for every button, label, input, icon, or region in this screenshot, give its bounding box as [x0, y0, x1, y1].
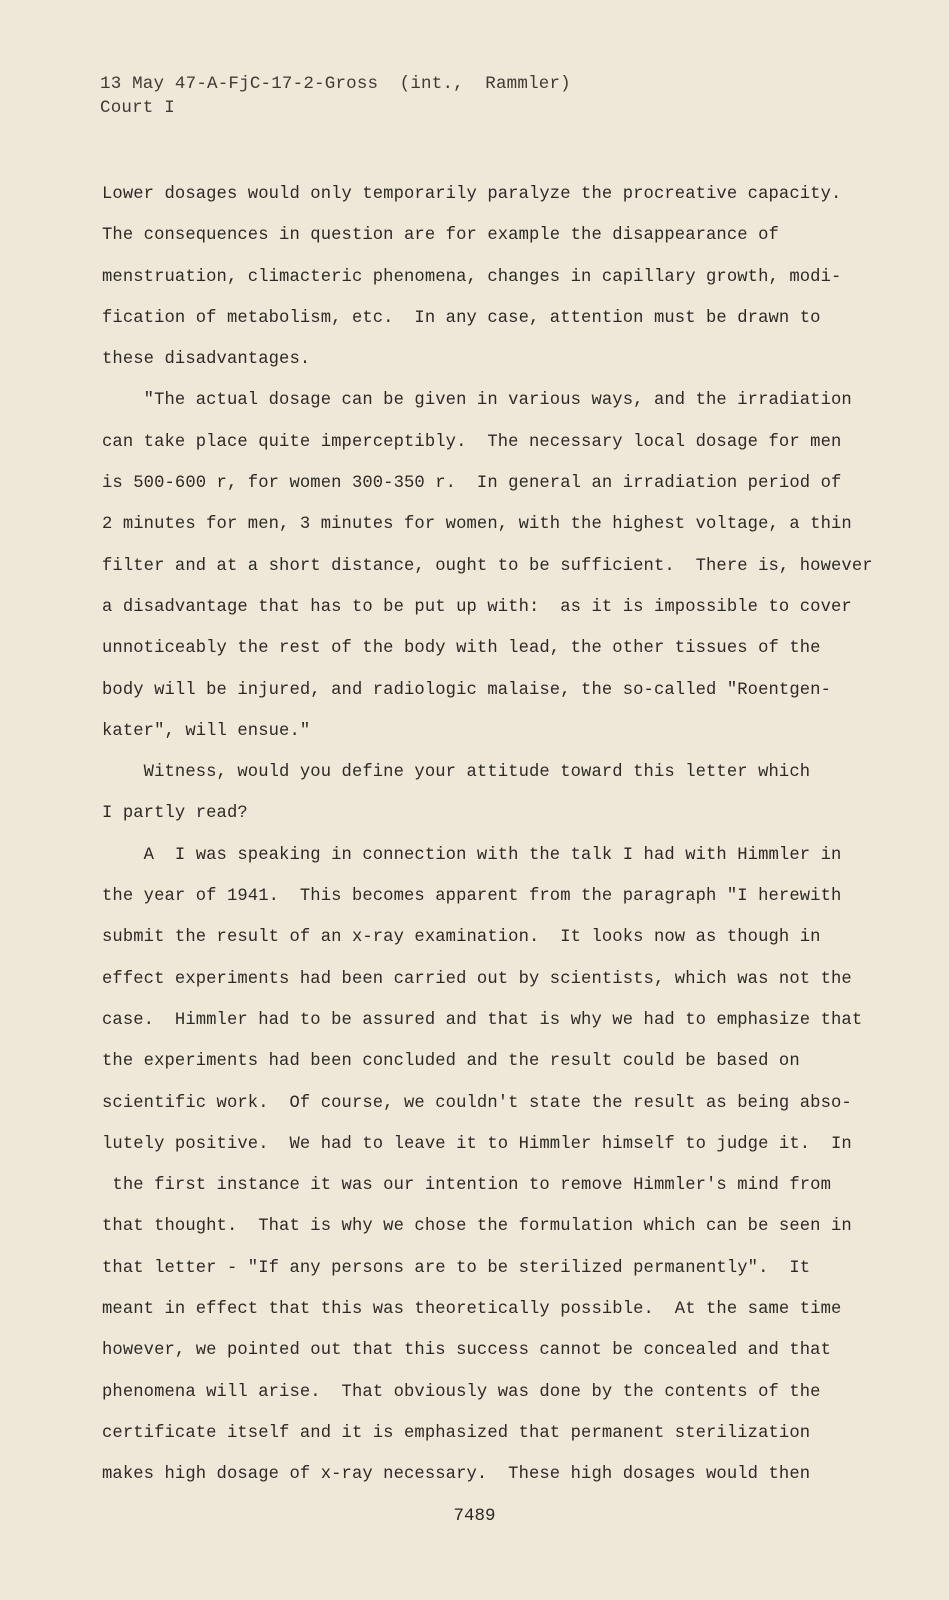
transcript-line: phenomena will arise. That obviously was done by the contents of the	[102, 1382, 821, 1402]
header-court-line: Court I	[100, 98, 175, 118]
transcript-line: is 500-600 r, for women 300-350 r. In general an irradiation period of	[102, 474, 842, 494]
transcript-line: unnoticeably the rest of the body with lead, the other tissues of the	[102, 639, 821, 659]
transcript-line: filter and at a short distance, ought to be sufficient. There is, however	[102, 556, 873, 576]
transcript-line: that thought. That is why we chose the formulation which can be seen in	[102, 1217, 852, 1237]
transcript-line: fication of metabolism, etc. In any case, attention must be drawn to	[102, 308, 821, 328]
transcript-line: 2 minutes for men, 3 minutes for women, with the highest voltage, a thin	[102, 515, 852, 535]
transcript-line: the year of 1941. This becomes apparent from the paragraph "I herewith	[102, 887, 842, 907]
transcript-line: the experiments had been concluded and the result could be based on	[102, 1052, 800, 1072]
transcript-body	[102, 174, 873, 1496]
transcript-line: body will be injured, and radiologic malaise, the so-called "Roentgen-	[102, 680, 831, 700]
transcript-line: lutely positive. We had to leave it to Himmler himself to judge it. In	[102, 1134, 852, 1154]
transcript-line: Lower dosages would only temporarily paralyze the procreative capacity.	[102, 185, 842, 204]
header-case-line: 13 May 47-A-FjC-17-2-Gross (int., Rammler)	[100, 74, 571, 94]
transcript-line: menstruation, climacteric phenomena, changes in capillary growth, modi-	[102, 267, 842, 287]
transcript-line: makes high dosage of x-ray necessary. These high dosages would then	[102, 1465, 811, 1485]
transcript-line: a disadvantage that has to be put up with: as it is impossible to cover	[102, 597, 852, 617]
transcript-line: these disadvantages.	[102, 350, 311, 370]
transcript-line: submit the result of an x-ray examination. It looks now as though in	[102, 928, 821, 948]
transcript-line: scientific work. Of course, we couldn't state the result as being abso-	[102, 1093, 852, 1113]
page-header	[100, 72, 571, 120]
transcript-line: that letter - "If any persons are to be sterilized permanently". It	[102, 1258, 811, 1278]
page-number: 7489	[453, 1506, 496, 1526]
transcript-line: meant in effect that this was theoretically possible. At the same time	[102, 1300, 842, 1320]
transcript-line: can take place quite imperceptibly. The necessary local dosage for men	[102, 432, 842, 452]
transcript-line: A I was speaking in connection with the talk I had with Himmler in	[102, 845, 842, 865]
transcript-line: effect experiments had been carried out by scientists, which was not the	[102, 969, 852, 989]
transcript-line: The consequences in question are for example the disappearance of	[102, 226, 779, 246]
transcript-line: kater", will ensue."	[102, 721, 311, 741]
transcript-line: Witness, would you define your attitude toward this letter which	[102, 763, 811, 783]
transcript-line: however, we pointed out that this success cannot be concealed and that	[102, 1341, 831, 1361]
transcript-line: "The actual dosage can be given in various ways, and the irradiation	[102, 391, 852, 411]
transcript-line: certificate itself and it is emphasized that permanent sterilization	[102, 1423, 811, 1443]
transcript-line: the first instance it was our intention to remove Himmler's mind from	[102, 1176, 831, 1196]
transcript-line: I partly read?	[102, 804, 248, 824]
transcript-line: case. Himmler had to be assured and that is why we had to emphasize that	[102, 1010, 863, 1030]
